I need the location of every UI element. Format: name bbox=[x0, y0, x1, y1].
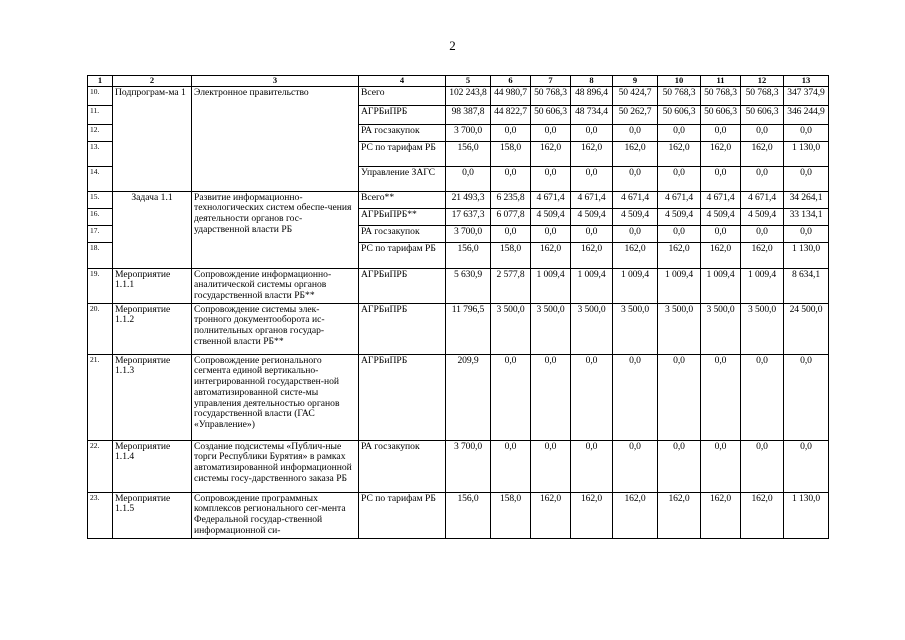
value-cell: 0,0 bbox=[658, 440, 701, 492]
value-cell: 0,0 bbox=[531, 166, 571, 191]
program-cell: Мероприятие 1.1.5 bbox=[113, 492, 192, 538]
value-cell: 50 768,3 bbox=[701, 86, 741, 105]
value-cell: 50 606,3 bbox=[701, 105, 741, 124]
value-cell: 1 130,0 bbox=[784, 141, 829, 166]
value-cell: 4 509,4 bbox=[571, 208, 613, 225]
value-cell: 0,0 bbox=[658, 225, 701, 242]
value-cell: 162,0 bbox=[613, 242, 658, 268]
value-cell: 34 264,1 bbox=[784, 191, 829, 208]
value-cell: 4 509,4 bbox=[613, 208, 658, 225]
value-cell: 50 606,3 bbox=[658, 105, 701, 124]
table-body bbox=[88, 86, 829, 538]
source-cell: АГРБиПРБ bbox=[359, 268, 446, 303]
value-cell: 0,0 bbox=[531, 440, 571, 492]
value-cell: 3 500,0 bbox=[613, 303, 658, 354]
value-cell: 0,0 bbox=[784, 354, 829, 440]
value-cell: 0,0 bbox=[658, 354, 701, 440]
description-cell: Сопровождение информационно-аналитической системы органов государственной власти РБ** bbox=[192, 268, 359, 303]
value-cell: 2 577,8 bbox=[491, 268, 531, 303]
value-cell: 8 634,1 bbox=[784, 268, 829, 303]
value-cell: 0,0 bbox=[701, 440, 741, 492]
value-cell: 162,0 bbox=[571, 242, 613, 268]
row-number: 23. bbox=[88, 492, 113, 538]
value-cell: 162,0 bbox=[571, 492, 613, 538]
program-cell: Мероприятие 1.1.2 bbox=[113, 303, 192, 354]
value-cell: 162,0 bbox=[701, 242, 741, 268]
value-cell: 162,0 bbox=[741, 242, 784, 268]
value-cell: 3 500,0 bbox=[741, 303, 784, 354]
column-header-13: 13 bbox=[784, 76, 829, 87]
row-number: 11. bbox=[88, 105, 113, 124]
row-number: 20. bbox=[88, 303, 113, 354]
value-cell: 0,0 bbox=[571, 440, 613, 492]
value-cell: 162,0 bbox=[571, 141, 613, 166]
source-cell: АГРБиПРБ bbox=[359, 303, 446, 354]
source-cell: АГРБиПРБ bbox=[359, 354, 446, 440]
value-cell: 44 980,7 bbox=[491, 86, 531, 105]
value-cell: 24 500,0 bbox=[784, 303, 829, 354]
value-cell: 347 374,9 bbox=[784, 86, 829, 105]
column-header-10: 10 bbox=[658, 76, 701, 87]
value-cell: 0,0 bbox=[531, 354, 571, 440]
value-cell: 0,0 bbox=[571, 166, 613, 191]
value-cell: 162,0 bbox=[741, 141, 784, 166]
column-header-11: 11 bbox=[701, 76, 741, 87]
value-cell: 48 896,4 bbox=[571, 86, 613, 105]
value-cell: 0,0 bbox=[741, 354, 784, 440]
value-cell: 158,0 bbox=[491, 141, 531, 166]
value-cell: 162,0 bbox=[658, 242, 701, 268]
row-number: 12. bbox=[88, 124, 113, 141]
row-number: 15. bbox=[88, 191, 113, 208]
value-cell: 50 768,3 bbox=[531, 86, 571, 105]
program-cell: Подпрограм-ма 1 bbox=[113, 86, 192, 191]
value-cell: 158,0 bbox=[491, 492, 531, 538]
value-cell: 6 077,8 bbox=[491, 208, 531, 225]
source-cell: АГРБиПРБ** bbox=[359, 208, 446, 225]
value-cell: 0,0 bbox=[784, 166, 829, 191]
value-cell: 209,9 bbox=[446, 354, 491, 440]
page-number: 2 bbox=[449, 38, 456, 53]
value-cell: 3 500,0 bbox=[658, 303, 701, 354]
description-cell: Сопровождение системы элек-тронного документооборота ис-полнительных органов государ-ственной власти РБ** bbox=[192, 303, 359, 354]
value-cell: 33 134,1 bbox=[784, 208, 829, 225]
value-cell: 162,0 bbox=[613, 492, 658, 538]
value-cell: 0,0 bbox=[613, 124, 658, 141]
row-number: 14. bbox=[88, 166, 113, 191]
value-cell: 102 243,8 bbox=[446, 86, 491, 105]
source-cell: РА госзакупок bbox=[359, 440, 446, 492]
value-cell: 3 500,0 bbox=[491, 303, 531, 354]
value-cell: 0,0 bbox=[531, 124, 571, 141]
value-cell: 0,0 bbox=[701, 124, 741, 141]
value-cell: 156,0 bbox=[446, 242, 491, 268]
value-cell: 162,0 bbox=[613, 141, 658, 166]
value-cell: 0,0 bbox=[658, 124, 701, 141]
value-cell: 5 630,9 bbox=[446, 268, 491, 303]
value-cell: 17 637,3 bbox=[446, 208, 491, 225]
value-cell: 1 009,4 bbox=[531, 268, 571, 303]
value-cell: 0,0 bbox=[446, 166, 491, 191]
value-cell: 50 424,7 bbox=[613, 86, 658, 105]
value-cell: 21 493,3 bbox=[446, 191, 491, 208]
value-cell: 3 500,0 bbox=[701, 303, 741, 354]
value-cell: 0,0 bbox=[491, 166, 531, 191]
value-cell: 0,0 bbox=[613, 440, 658, 492]
value-cell: 3 500,0 bbox=[571, 303, 613, 354]
value-cell: 0,0 bbox=[701, 166, 741, 191]
description-cell: Сопровождение программных комплексов регионального сег-мента Федеральной государ-ственной информационной си- bbox=[192, 492, 359, 538]
value-cell: 0,0 bbox=[491, 354, 531, 440]
row-number: 21. bbox=[88, 354, 113, 440]
program-cell: Мероприятие 1.1.1 bbox=[113, 268, 192, 303]
value-cell: 1 009,4 bbox=[571, 268, 613, 303]
column-header-1: 1 bbox=[88, 76, 113, 87]
value-cell: 158,0 bbox=[491, 242, 531, 268]
column-header-7: 7 bbox=[531, 76, 571, 87]
row-number: 22. bbox=[88, 440, 113, 492]
column-header-4: 4 bbox=[359, 76, 446, 87]
value-cell: 4 671,4 bbox=[658, 191, 701, 208]
source-cell: РА госзакупок bbox=[359, 225, 446, 242]
value-cell: 162,0 bbox=[531, 492, 571, 538]
table-row bbox=[88, 86, 829, 105]
value-cell: 162,0 bbox=[741, 492, 784, 538]
value-cell: 0,0 bbox=[613, 354, 658, 440]
value-cell: 1 130,0 bbox=[784, 492, 829, 538]
value-cell: 0,0 bbox=[571, 354, 613, 440]
value-cell: 0,0 bbox=[571, 124, 613, 141]
value-cell: 3 700,0 bbox=[446, 440, 491, 492]
table-header bbox=[88, 76, 829, 87]
value-cell: 44 822,7 bbox=[491, 105, 531, 124]
value-cell: 1 130,0 bbox=[784, 242, 829, 268]
value-cell: 0,0 bbox=[491, 124, 531, 141]
value-cell: 0,0 bbox=[784, 440, 829, 492]
value-cell: 162,0 bbox=[531, 242, 571, 268]
source-cell: РС по тарифам РБ bbox=[359, 242, 446, 268]
value-cell: 162,0 bbox=[658, 141, 701, 166]
program-cell: Задача 1.1 bbox=[113, 191, 192, 268]
value-cell: 162,0 bbox=[701, 141, 741, 166]
value-cell: 3 700,0 bbox=[446, 124, 491, 141]
source-cell: АГРБиПРБ bbox=[359, 105, 446, 124]
row-number: 19. bbox=[88, 268, 113, 303]
description-cell: Создание подсистемы «Публич-ные торги Республики Бурятия» в рамках автоматизированной информационной системы госу-дарственного заказа РБ bbox=[192, 440, 359, 492]
value-cell: 0,0 bbox=[741, 440, 784, 492]
column-header-3: 3 bbox=[192, 76, 359, 87]
value-cell: 50 768,3 bbox=[741, 86, 784, 105]
row-number: 16. bbox=[88, 208, 113, 225]
column-header-8: 8 bbox=[571, 76, 613, 87]
table-row bbox=[88, 191, 829, 208]
value-cell: 3 700,0 bbox=[446, 225, 491, 242]
value-cell: 4 509,4 bbox=[741, 208, 784, 225]
value-cell: 0,0 bbox=[613, 225, 658, 242]
value-cell: 162,0 bbox=[531, 141, 571, 166]
value-cell: 0,0 bbox=[701, 354, 741, 440]
value-cell: 0,0 bbox=[741, 166, 784, 191]
value-cell: 3 500,0 bbox=[531, 303, 571, 354]
table-row bbox=[88, 354, 829, 440]
value-cell: 1 009,4 bbox=[658, 268, 701, 303]
value-cell: 4 671,4 bbox=[613, 191, 658, 208]
value-cell: 50 606,3 bbox=[741, 105, 784, 124]
value-cell: 6 235,8 bbox=[491, 191, 531, 208]
value-cell: 50 606,3 bbox=[531, 105, 571, 124]
value-cell: 0,0 bbox=[741, 225, 784, 242]
value-cell: 50 262,7 bbox=[613, 105, 658, 124]
value-cell: 156,0 bbox=[446, 141, 491, 166]
row-number: 13. bbox=[88, 141, 113, 166]
budget-table bbox=[87, 75, 829, 539]
value-cell: 1 009,4 bbox=[613, 268, 658, 303]
row-number: 10. bbox=[88, 86, 113, 105]
value-cell: 0,0 bbox=[784, 124, 829, 141]
column-header-9: 9 bbox=[613, 76, 658, 87]
table-row bbox=[88, 303, 829, 354]
table-row bbox=[88, 268, 829, 303]
value-cell: 346 244,9 bbox=[784, 105, 829, 124]
source-cell: РС по тарифам РБ bbox=[359, 141, 446, 166]
column-header-2: 2 bbox=[113, 76, 192, 87]
description-cell: Сопровождение регионального сегмента единой вертикально-интегрированной государствен-ной автоматизированной систе-мы управления деятельностью органов государственной власти (ГАС «Управление») bbox=[192, 354, 359, 440]
value-cell: 4 509,4 bbox=[701, 208, 741, 225]
source-cell: Всего bbox=[359, 86, 446, 105]
value-cell: 11 796,5 bbox=[446, 303, 491, 354]
value-cell: 0,0 bbox=[531, 225, 571, 242]
value-cell: 0,0 bbox=[613, 166, 658, 191]
value-cell: 162,0 bbox=[658, 492, 701, 538]
value-cell: 4 509,4 bbox=[531, 208, 571, 225]
value-cell: 98 387,8 bbox=[446, 105, 491, 124]
value-cell: 0,0 bbox=[784, 225, 829, 242]
value-cell: 4 671,4 bbox=[741, 191, 784, 208]
value-cell: 1 009,4 bbox=[741, 268, 784, 303]
value-cell: 1 009,4 bbox=[701, 268, 741, 303]
row-number: 18. bbox=[88, 242, 113, 268]
value-cell: 156,0 bbox=[446, 492, 491, 538]
column-header-12: 12 bbox=[741, 76, 784, 87]
value-cell: 4 671,4 bbox=[571, 191, 613, 208]
table-row bbox=[88, 492, 829, 538]
description-cell: Электронное правительство bbox=[192, 86, 359, 191]
source-cell: РА госзакупок bbox=[359, 124, 446, 141]
table-row bbox=[88, 440, 829, 492]
value-cell: 162,0 bbox=[701, 492, 741, 538]
value-cell: 0,0 bbox=[658, 166, 701, 191]
value-cell: 0,0 bbox=[491, 440, 531, 492]
row-number: 17. bbox=[88, 225, 113, 242]
value-cell: 4 509,4 bbox=[658, 208, 701, 225]
description-cell: Развитие информационно-технологических систем обеспе-чения деятельности органов гос-ударственной власти РБ bbox=[192, 191, 359, 268]
source-cell: Всего** bbox=[359, 191, 446, 208]
program-cell: Мероприятие 1.1.4 bbox=[113, 440, 192, 492]
value-cell: 0,0 bbox=[491, 225, 531, 242]
program-cell: Мероприятие 1.1.3 bbox=[113, 354, 192, 440]
source-cell: Управление ЗАГС bbox=[359, 166, 446, 191]
value-cell: 0,0 bbox=[571, 225, 613, 242]
column-header-5: 5 bbox=[446, 76, 491, 87]
value-cell: 0,0 bbox=[701, 225, 741, 242]
value-cell: 4 671,4 bbox=[531, 191, 571, 208]
column-header-6: 6 bbox=[491, 76, 531, 87]
value-cell: 48 734,4 bbox=[571, 105, 613, 124]
value-cell: 0,0 bbox=[741, 124, 784, 141]
value-cell: 50 768,3 bbox=[658, 86, 701, 105]
source-cell: РС по тарифам РБ bbox=[359, 492, 446, 538]
value-cell: 4 671,4 bbox=[701, 191, 741, 208]
